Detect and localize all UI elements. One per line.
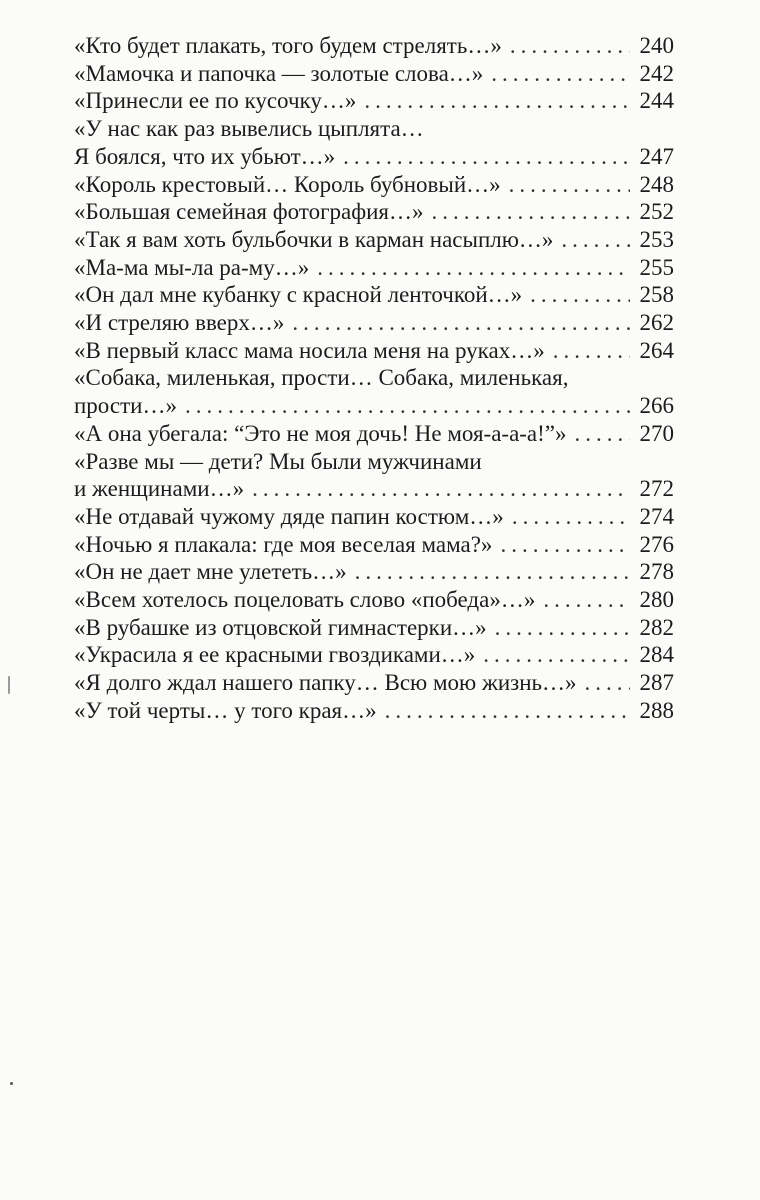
- toc-page-number: 252: [639, 199, 674, 225]
- dot-leader: [575, 420, 630, 448]
- toc-entry: [74, 697, 674, 725]
- toc-entry-row: [74, 32, 674, 60]
- toc-entry-title: «В первый класс мама носила меня на руках…»: [74, 337, 545, 363]
- toc-page-number: 280: [639, 587, 674, 613]
- toc-entry: [74, 281, 674, 309]
- toc-entry-title: Я боялся, что их убьют…»: [74, 143, 336, 169]
- toc-entry-row: [74, 503, 674, 531]
- dot-leader: [543, 586, 630, 614]
- table-of-contents: [74, 32, 674, 725]
- toc-entry: [74, 503, 674, 531]
- toc-entry: [74, 614, 674, 642]
- toc-page-number: 242: [639, 60, 674, 86]
- toc-entry-title: «Он не дает мне улететь…»: [74, 559, 347, 585]
- toc-entry-row: [74, 198, 674, 226]
- toc-entry-row: [74, 254, 674, 282]
- toc-page-number: 262: [639, 310, 674, 336]
- toc-entry-title: «Украсила я ее красными гвоздиками…»: [74, 642, 476, 668]
- toc-entry-row: [74, 420, 674, 448]
- toc-entry-row: [74, 337, 674, 365]
- toc-entry-continuation: [74, 448, 674, 476]
- toc-entry: [74, 171, 674, 199]
- toc-entry-title: «Ма-ма мы-ла ра-му…»: [74, 254, 310, 280]
- toc-entry: [74, 531, 674, 559]
- toc-entry-title: «Всем хотелось поцеловать слово «победа»…»: [74, 587, 536, 613]
- toc-entry: [74, 115, 674, 170]
- toc-entry: [74, 364, 674, 419]
- toc-entry-row: [74, 171, 674, 199]
- toc-page-number: 264: [639, 337, 674, 363]
- toc-entry-title: «Король крестовый… Король бубновый…»: [74, 171, 501, 197]
- dot-leader: [252, 475, 630, 503]
- dot-leader: [385, 697, 630, 725]
- toc-entry-title: «Принесли ее по кусочку…»: [74, 88, 357, 114]
- toc-entry-title: «У той черты… у того края…»: [74, 697, 377, 723]
- toc-entry: [74, 32, 674, 60]
- toc-entry-row: [74, 697, 674, 725]
- toc-entry-title: «Он дал мне кубанку с красной ленточкой…»: [74, 282, 523, 308]
- toc-entry-title: «Разве мы — дети? Мы были мужчинами: [74, 448, 482, 474]
- toc-page-number: 240: [639, 33, 674, 58]
- toc-page-number: 272: [639, 476, 674, 502]
- toc-entry-row: [74, 392, 674, 420]
- toc-entry-row: [74, 60, 674, 88]
- dot-leader: [491, 60, 630, 88]
- toc-page-number: 247: [639, 143, 674, 169]
- toc-page-number: 258: [639, 282, 674, 308]
- toc-page-number: 274: [639, 503, 674, 529]
- toc-page-number: 255: [639, 254, 674, 280]
- dot-leader: [432, 198, 630, 226]
- toc-entry: [74, 641, 674, 669]
- toc-entry-row: [74, 531, 674, 559]
- toc-entry-title: прости…»: [74, 393, 177, 419]
- dot-leader: [185, 392, 630, 420]
- toc-page-number: 253: [639, 226, 674, 252]
- dot-leader: [495, 614, 630, 642]
- toc-entry-title: «Так я вам хоть бульбочки в карман насыплю…»: [74, 226, 554, 252]
- toc-entry-row: [74, 558, 674, 586]
- toc-entry: [74, 254, 674, 282]
- toc-entry: [74, 558, 674, 586]
- toc-entry-title: «Мамочка и папочка — золотые слова…»: [74, 60, 484, 86]
- toc-entry-title: «Не отдавай чужому дяде папин костюм…»: [74, 503, 504, 529]
- toc-page-number: 270: [639, 420, 674, 446]
- toc-page-number: 288: [639, 697, 674, 723]
- toc-entry-title: «У нас как раз вывелись цыплята…: [74, 116, 424, 142]
- dot-leader: [292, 309, 630, 337]
- dot-leader: [512, 503, 630, 531]
- toc-entry-title: «Ночью я плакала: где моя веселая мама?»: [74, 531, 493, 557]
- toc-entry: [74, 420, 674, 448]
- toc-entry-row: [74, 614, 674, 642]
- dot-leader: [483, 641, 630, 669]
- toc-entry-row: [74, 87, 674, 115]
- toc-entry-row: [74, 475, 674, 503]
- dot-leader: [530, 281, 630, 309]
- toc-entry-title: и женщинами…»: [74, 476, 245, 502]
- toc-entry-row: [74, 281, 674, 309]
- toc-entry-title: «Большая семейная фотография…»: [74, 199, 424, 225]
- toc-entry: [74, 87, 674, 115]
- toc-entry-row: [74, 309, 674, 337]
- toc-entry-title: «Собака, миленькая, прости… Собака, миленькая,: [74, 365, 569, 391]
- toc-page-number: 266: [639, 393, 674, 419]
- toc-entry: [74, 669, 674, 697]
- toc-entry-title: «А она убегала: “Это не моя дочь! Не моя-а-а-а!”»: [74, 420, 567, 446]
- toc-entry-title: «Кто будет плакать, того будем стрелять…»: [74, 33, 502, 58]
- toc-page-number: 244: [639, 88, 674, 114]
- toc-entry: [74, 60, 674, 88]
- toc-entry-row: [74, 586, 674, 614]
- toc-page-number: 248: [639, 171, 674, 197]
- toc-entry: [74, 309, 674, 337]
- toc-entry-title: «Я долго ждал нашего папку… Всю мою жизнь…»: [74, 670, 577, 696]
- dot-leader: [317, 254, 630, 282]
- paper-speck: [8, 676, 10, 694]
- toc-entry-row: [74, 641, 674, 669]
- dot-leader: [364, 87, 630, 115]
- paper-speck: [10, 1082, 13, 1085]
- toc-page-number: 278: [639, 559, 674, 585]
- dot-leader: [585, 669, 630, 697]
- toc-entry-row: [74, 669, 674, 697]
- toc-entry-continuation: [74, 364, 674, 392]
- dot-leader: [343, 143, 630, 171]
- toc-entry: [74, 448, 674, 503]
- dot-leader: [510, 32, 630, 60]
- toc-entry-continuation: [74, 115, 674, 143]
- dot-leader: [500, 531, 630, 559]
- toc-entry: [74, 226, 674, 254]
- toc-page-number: 276: [639, 531, 674, 557]
- toc-page-number: 287: [639, 670, 674, 696]
- dot-leader: [553, 337, 630, 365]
- toc-entry-title: «И стреляю вверх…»: [74, 310, 285, 336]
- toc-entry-row: [74, 226, 674, 254]
- dot-leader: [509, 171, 630, 199]
- toc-entry-title: «В рубашке из отцовской гимнастерки…»: [74, 614, 487, 640]
- toc-entry: [74, 337, 674, 365]
- dot-leader: [355, 558, 630, 586]
- toc-page-number: 282: [639, 614, 674, 640]
- toc-entry-row: [74, 143, 674, 171]
- toc-entry: [74, 198, 674, 226]
- toc-entry: [74, 586, 674, 614]
- dot-leader: [561, 226, 630, 254]
- toc-page-number: 284: [639, 642, 674, 668]
